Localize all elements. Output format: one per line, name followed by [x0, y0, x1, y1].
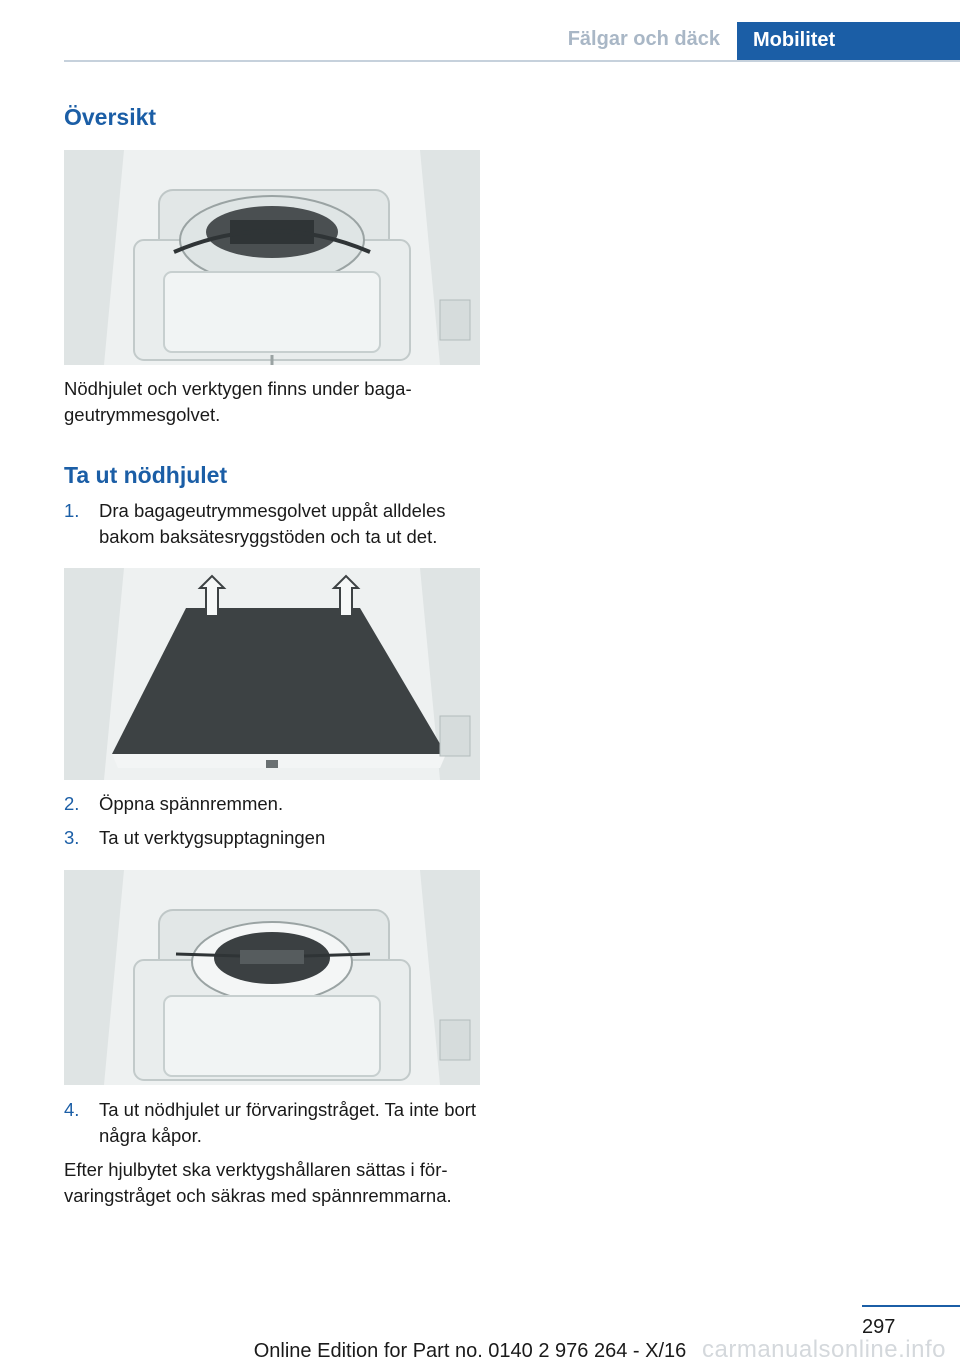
step-number: 2.	[64, 793, 80, 814]
step-text: Dra bagageutrymmesgolvet uppåt alldeles bakom baksätesryggstöden och ta ut det.	[99, 500, 446, 547]
step-text: Öppna spännremmen.	[99, 793, 284, 814]
step-text: Ta ut verktygsupptagningen	[99, 827, 326, 848]
remove-heading: Ta ut nödhjulet	[64, 462, 228, 488]
overview-heading: Översikt	[64, 104, 157, 130]
header-chapter-tab: Mobilitet	[737, 22, 960, 62]
step-3	[64, 825, 484, 851]
header-divider	[64, 60, 960, 62]
watermark: carmanualsonline.info	[702, 1336, 946, 1362]
step-number: 4.	[64, 1099, 80, 1120]
step-2	[64, 791, 484, 817]
footer-divider	[862, 1305, 960, 1307]
trunk-floor-lift-illustration	[64, 568, 480, 780]
overview-text: Nödhjulet och verktygen finns under baga- geutrymmesgolvet.	[64, 378, 412, 425]
footer-edition: Online Edition for Part no. 0140 2 976 264 - X/16	[253, 1340, 687, 1362]
tool-holder-removal-illustration	[64, 870, 480, 1085]
step-1	[64, 498, 484, 550]
trunk-spare-wheel-illustration	[64, 150, 480, 365]
page-number: 297	[862, 1316, 896, 1338]
step-number: 3.	[64, 827, 80, 848]
remove-note: Efter hjulbytet ska verktygshållaren sättas i för- varingstråget och säkras med spännremmarna.	[64, 1159, 452, 1206]
step-number: 1.	[64, 500, 80, 521]
header-section-title: Fälgar och däck	[567, 28, 720, 50]
step-4	[64, 1097, 484, 1149]
step-text: Ta ut nödhjulet ur förvaringstråget. Ta inte bort några kåpor.	[99, 1099, 477, 1146]
